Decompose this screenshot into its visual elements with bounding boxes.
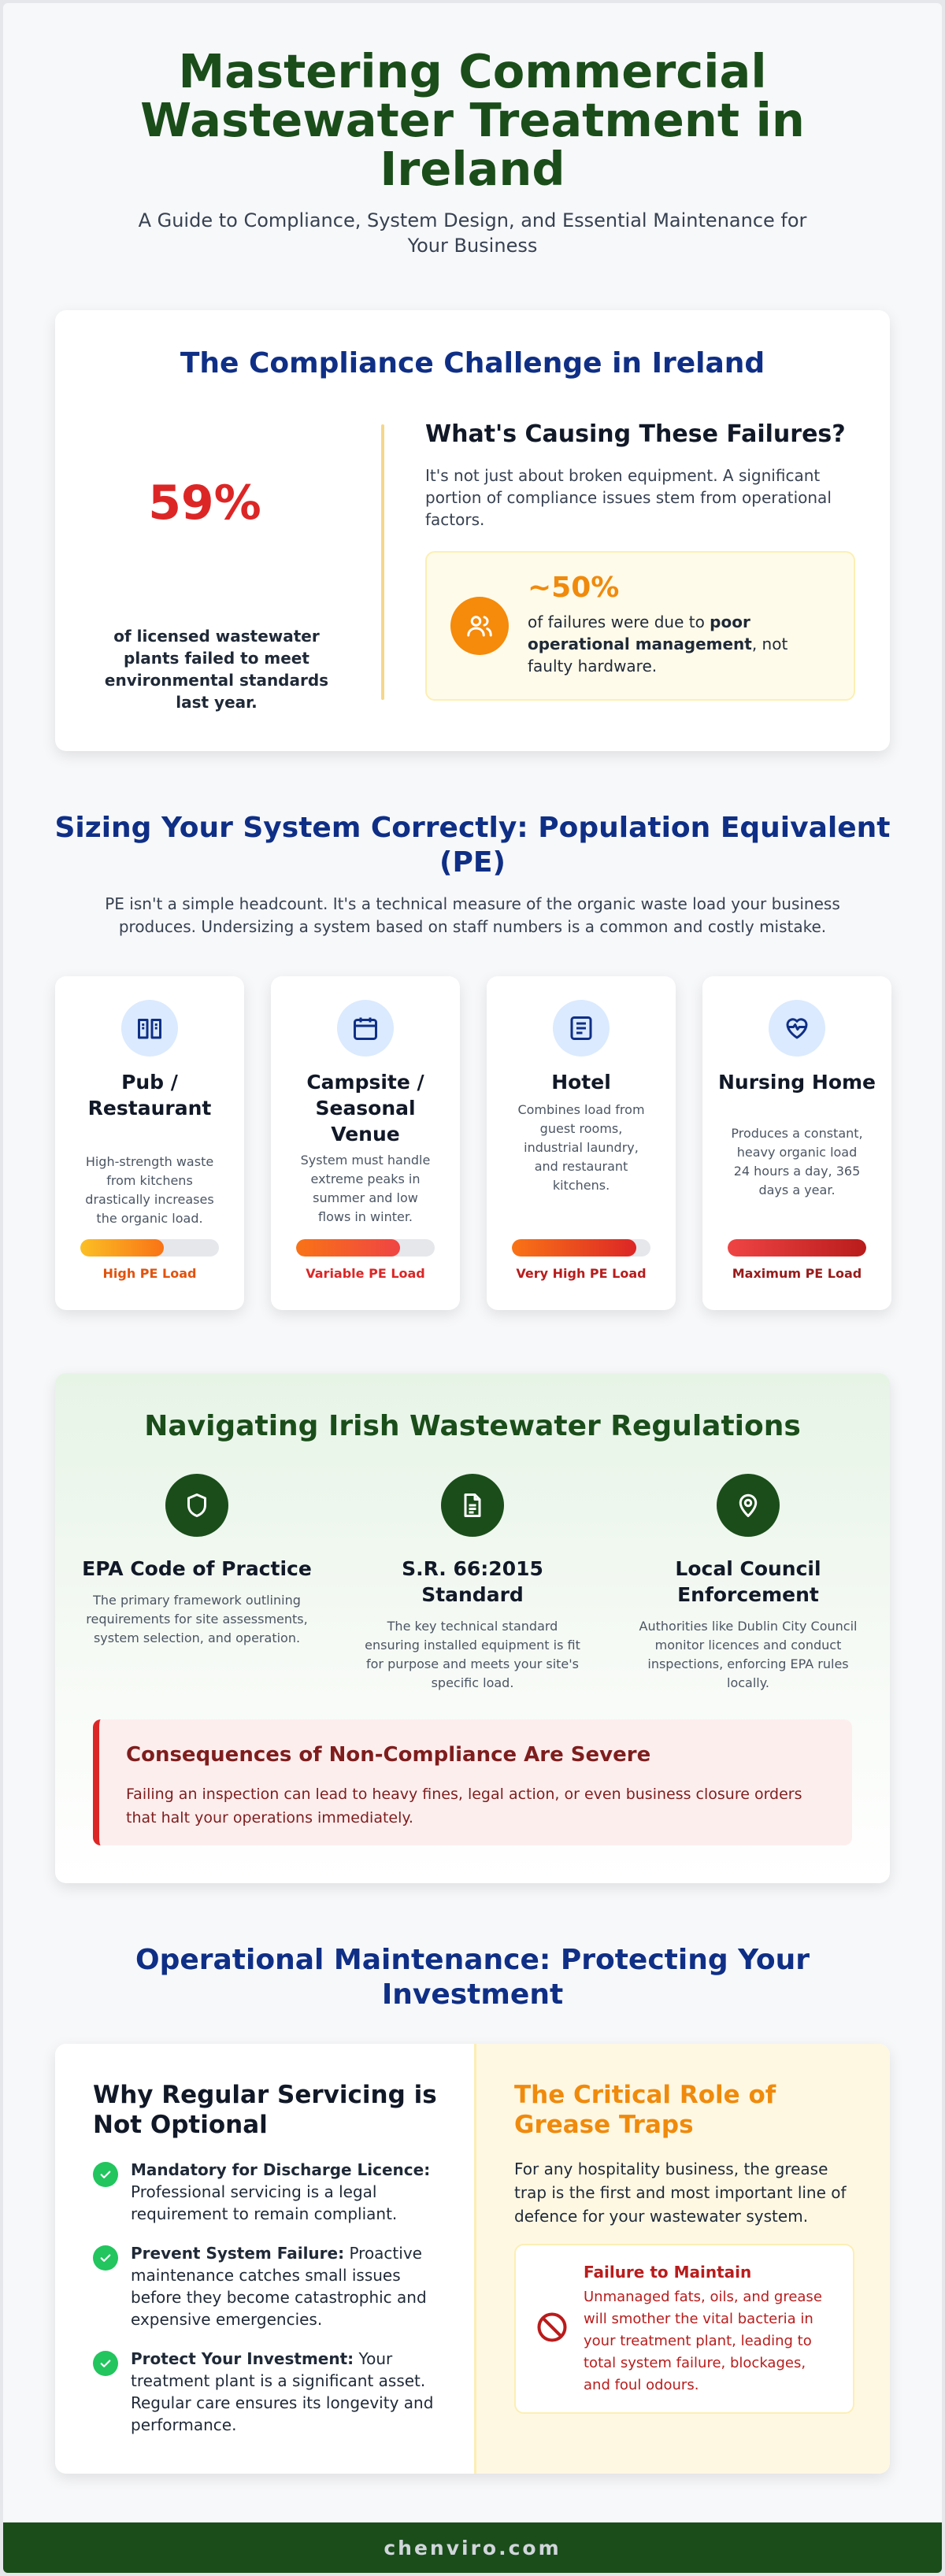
pe-card-desc: Produces a constant, heavy organic load 24 hours a day, 365 days a year. [731,1126,863,1197]
pe-load-fill [512,1239,636,1257]
pe-card-nursing-home [702,976,891,1310]
failure-warning [514,2244,854,2414]
divider [381,424,384,700]
regulation-council [630,1474,866,1693]
grease-trap-title: The Critical Role of Grease Traps [514,2081,776,2139]
check-icon [93,2245,118,2271]
pe-card-desc: Combines load from guest rooms, industrial laundry, and restaurant kitchens. [517,1102,645,1193]
pe-card-campsite [271,976,460,1310]
pe-load-bar [296,1239,435,1257]
warning-desc: Unmanaged fats, oils, and grease will smother the vital bacteria in your treatment plant, leading to total system failure, blockages, and foul odours. [584,2289,822,2393]
pe-load-label: High PE Load [102,1266,197,1281]
file-text-icon [441,1474,504,1537]
regulation-desc: Authorities like Dublin City Council monitor licences and conduct inspections, enforcing EPA rules locally. [639,1619,858,1690]
pe-load-label: Very High PE Load [516,1266,647,1281]
regulation-name: EPA Code of Practice [82,1557,312,1580]
causes-description: It's not just about broken equipment. A significant portion of compliance issues stem from operational factors. [425,466,832,529]
check-icon [93,2351,118,2376]
pe-intro: PE isn't a simple headcount. It's a technical measure of the organic waste load your business produces. Undersizing a system based on staff numbers is a common and costly mistake. [105,894,840,936]
regulations-title: Navigating Irish Wastewater Regulations [144,1410,801,1442]
pe-load-label: Variable PE Load [306,1266,425,1281]
pe-load-bar [80,1239,219,1257]
regulation-name: Local Council Enforcement [675,1557,821,1606]
failure-stat-value: 59% [148,476,261,531]
grease-trap-intro: For any hospitality business, the grease trap is the first and most important line of defence for your wastewater system. [514,2160,847,2226]
maintenance-card [55,2044,890,2474]
page-subtitle: A Guide to Compliance, System Design, and Essential Maintenance for Your Business [138,209,807,257]
servicing-title: Why Regular Servicing is Not Optional [93,2081,437,2139]
regulation-desc: The key technical standard ensuring installed equipment is fit for purpose and meets your site's specific load. [365,1619,580,1690]
heart-pulse-icon [769,1000,825,1057]
servicing-panel [55,2044,474,2474]
alert-title: Consequences of Non-Compliance Are Severe [126,1743,651,1767]
regulation-epa [79,1474,315,1648]
book-icon [121,1000,178,1057]
pe-load-bar [512,1239,650,1257]
page-title: Mastering Commercial Wastewater Treatment in Ireland [140,44,805,196]
servicing-item: Mandatory for Discharge Licence: Professional servicing is a legal requirement to remain compliant. [93,2159,439,2225]
alert-desc: Failing an inspection can lead to heavy fines, legal action, or even business closure orders that halt your operations immediately. [126,1786,802,1827]
warning-title: Failure to Maintain [584,2263,752,2282]
regulation-desc: The primary framework outlining requirements for site assessments, system selection, and operation. [86,1593,308,1645]
maintenance-title: Operational Maintenance: Protecting Your Investment [135,1944,810,2011]
footer-brand: chenviro.com [384,2536,561,2559]
grease-trap-panel [474,2044,890,2474]
pe-load-fill [296,1239,400,1257]
compliance-title: The Compliance Challenge in Ireland [180,347,765,379]
non-compliance-alert [93,1719,852,1845]
hero [3,44,942,258]
footer [3,2522,942,2573]
pe-section-title: Sizing Your System Correctly: Population Equivalent (PE) [54,812,891,879]
pe-card-desc: System must handle extreme peaks in summer and low flows in winter. [300,1153,431,1224]
pe-load-bar [728,1239,866,1257]
compliance-card [55,310,890,751]
pe-card-name: Campsite / Seasonal Venue [306,1071,424,1146]
callout-value: ~50% [528,572,620,604]
failure-stat-text: of licensed wastewater plants failed to meet environmental standards last year. [104,627,329,712]
callout-text: of failures were due to poor operational management, not faulty hardware. [528,613,788,675]
prohibited-icon [535,2310,569,2348]
pe-card-name: Nursing Home [718,1071,876,1094]
pe-load-fill [80,1239,164,1257]
pe-card-pub [55,976,244,1310]
calendar-icon [337,1000,394,1057]
pe-card-name: Pub / Restaurant [87,1071,212,1120]
users-icon [450,597,509,655]
regulation-sr66 [354,1474,591,1693]
pe-load-fill [728,1239,866,1257]
check-icon [93,2162,118,2187]
operational-callout [425,551,855,701]
pe-card-desc: High-strength waste from kitchens drastically increases the organic load. [85,1154,214,1226]
map-pin-icon [717,1474,780,1537]
regulations-card [55,1373,890,1883]
shield-icon [165,1474,228,1537]
causes-title: What's Causing These Failures? [425,420,846,448]
regulation-name: S.R. 66:2015 Standard [402,1557,543,1606]
servicing-item: Prevent System Failure: Proactive maintenance catches small issues before they become catastrophic and expensive emergencies. [93,2242,439,2330]
pe-card-name: Hotel [551,1071,611,1094]
document-icon [553,1000,610,1057]
infographic-page [3,3,942,2573]
pe-load-label: Maximum PE Load [732,1266,862,1281]
servicing-item: Protect Your Investment: Your treatment plant is a significant asset. Regular care ensures its longevity and performance. [93,2348,439,2436]
pe-card-hotel [487,976,676,1310]
